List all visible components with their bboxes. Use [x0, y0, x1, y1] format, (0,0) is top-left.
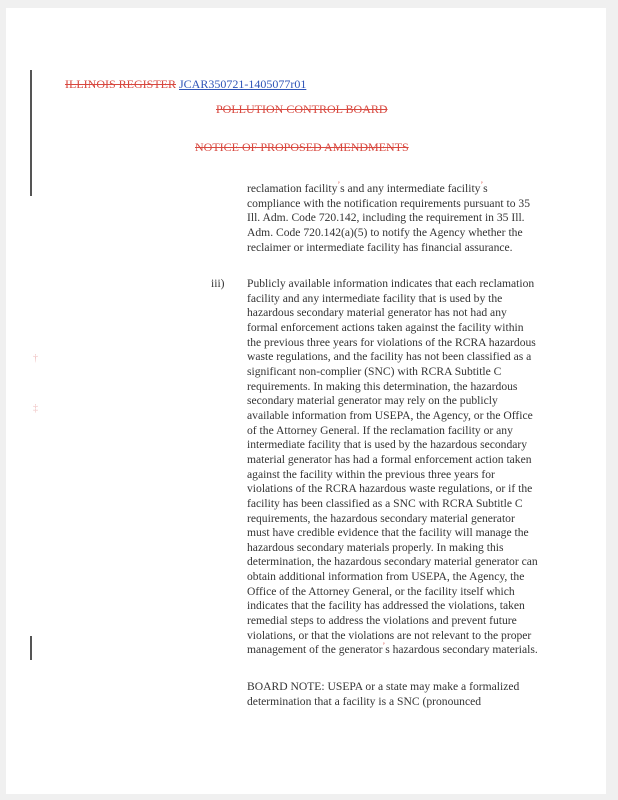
- margin-smudge: †: [33, 353, 38, 364]
- item-label: iii): [211, 277, 225, 290]
- apostrophe-mark: ’: [337, 180, 341, 190]
- register-inserted-text: JCAR350721-1405077r01: [179, 77, 307, 91]
- paragraph-continuation: reclamation facility’s and any intermediate facility’s compliance with the notification requirements pursuant to 35 Ill. Adm. Code 720.142, including the requirement in 35 Ill. Adm. Code 720.142(a)(5) to notify the Agency whether the reclaimer or intermediate facility has financial assurance.: [247, 180, 531, 254]
- register-deleted-text: ILLINOIS REGISTER: [65, 77, 176, 91]
- board-header: POLLUTION CONTROL BOARD: [216, 102, 388, 116]
- register-header: [65, 77, 306, 92]
- margin-smudge: ‡: [33, 403, 38, 414]
- change-bar-bottom: [30, 636, 32, 660]
- change-bar-top: [30, 70, 32, 196]
- notice-header: NOTICE OF PROPOSED AMENDMENTS: [195, 140, 409, 154]
- document-page: [6, 8, 606, 794]
- item-iii-paragraph: Publicly available information indicates that each reclamation facility and any intermediate facility that is used by the hazardous secondary material generator has not had any formal enforcement actions taken against the facility within the previous three years for violations of the RCRA hazardous waste regulations, and the facility has not been classified as a significant non-complier (SNC) with RCRA Subtitle C requirements. In making this determination, the hazardous secondary material generator may rely on the publicly available information from USEPA, the Agency, or the Office of the Attorney General. If the reclamation facility or any intermediate facility that is used by the hazardous secondary material generator has had a formal enforcement action taken against the facility within the previous three years for violations of the RCRA hazardous waste regulations, or if the facility has been classified as a SNC with RCRA Subtitle C requirements, the hazardous secondary material generator must have credible evidence that the facility will manage the hazardous secondary materials properly. In making this determination, the hazardous secondary material generator can obtain additional information from USEPA, the Agency, the Office of the Attorney General, or the facility itself which indicates that the facility has addressed the violations, taken remedial steps to address the violations and prevent future violations, or that the violations are not relevant to the proper management of the generator’s hazardous secondary materials.: [247, 277, 538, 657]
- apostrophe-mark: ’: [382, 641, 386, 651]
- apostrophe-mark: ’: [480, 180, 484, 190]
- board-note: BOARD NOTE: USEPA or a state may make a formalized determination that a facility is a SNC (pronounced: [247, 680, 520, 708]
